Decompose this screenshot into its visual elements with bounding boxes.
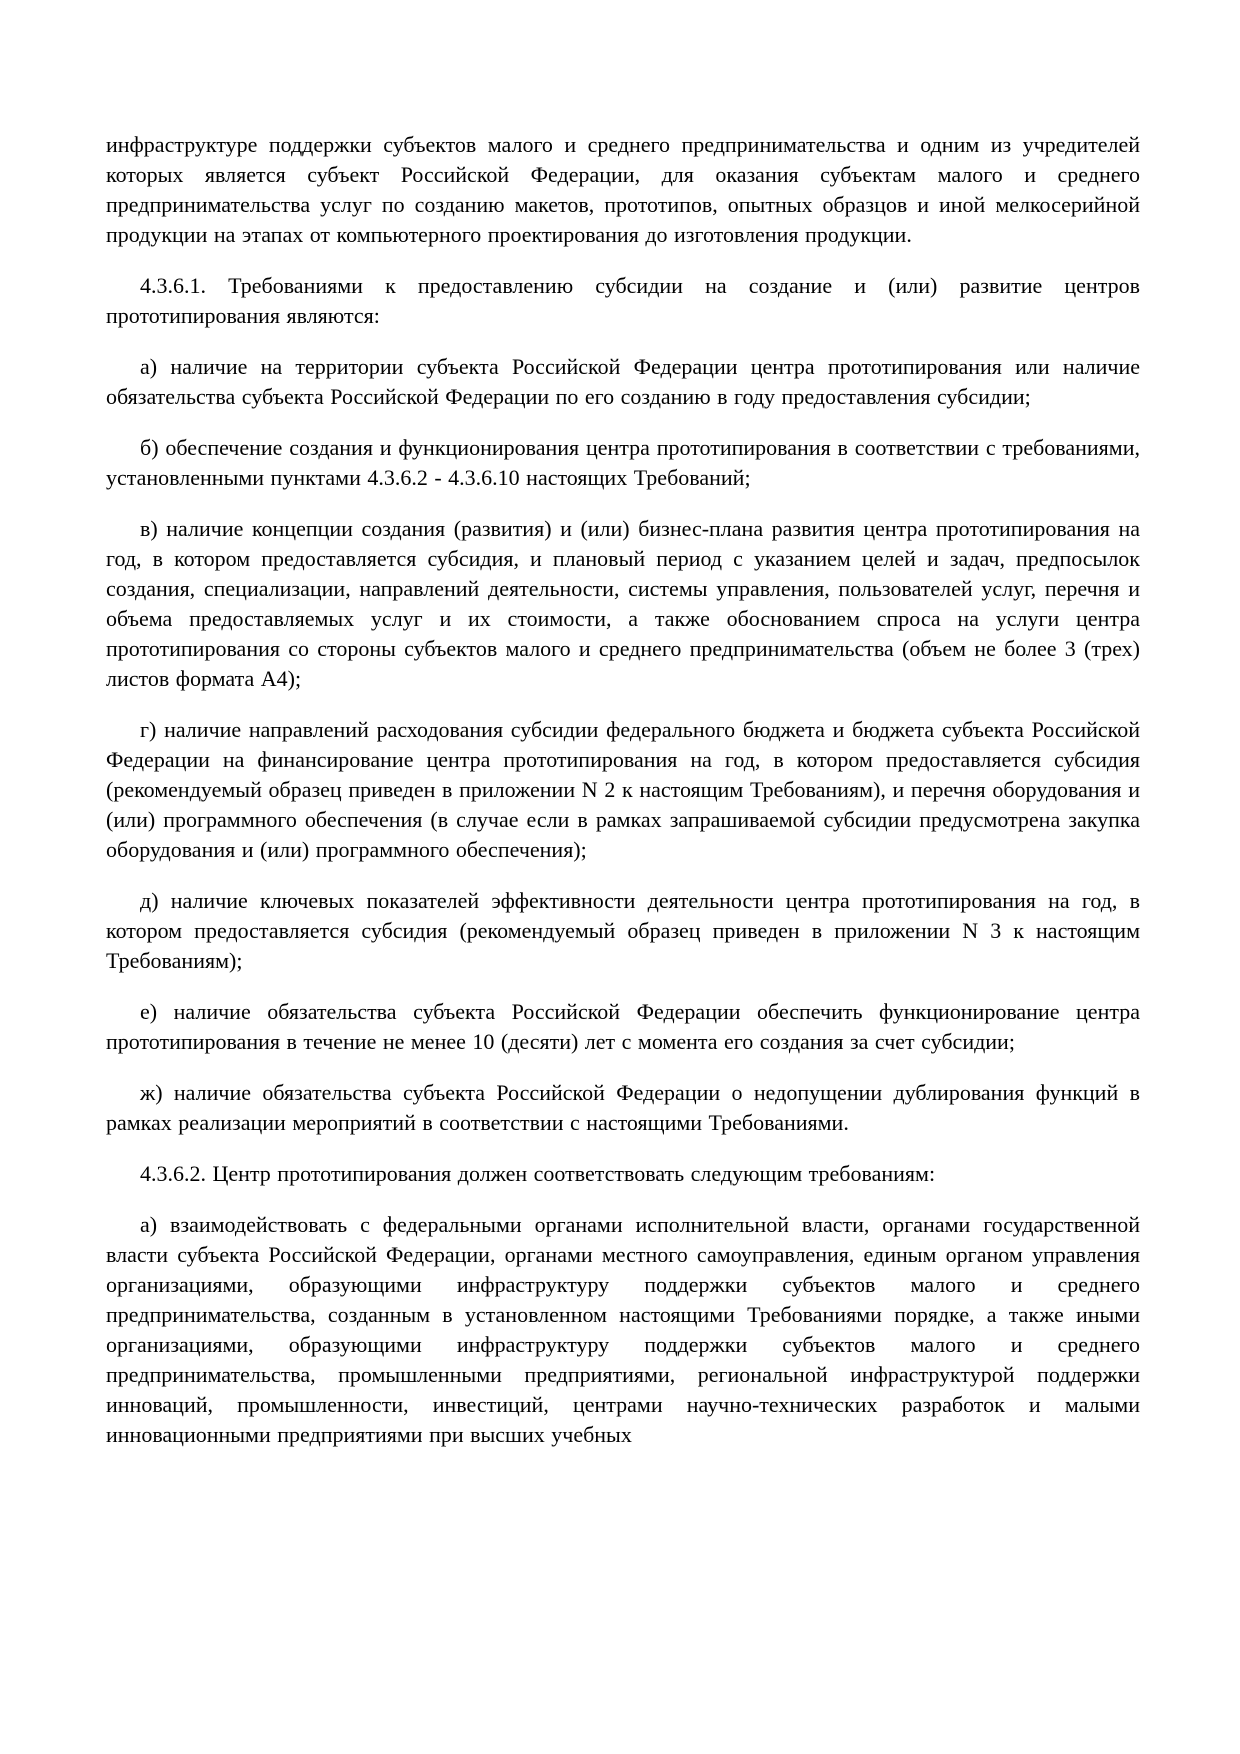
- paragraph-item-a2: а) взаимодействовать с федеральными органами исполнительной власти, органами государственной власти субъекта Российской Федерации, органами местного самоуправления, единым органом управления организациями, образующими инфраструктуру поддержки субъектов малого и среднего предпринимательства, созданным в установленном настоящими Требованиями порядке, а также иными организациями, образующими инфраструктуру поддержки субъектов малого и среднего предпринимательства, промышленными предприятиями, региональной инфраструктурой поддержки инноваций, промышленности, инвестиций, центрами научно-технических разработок и малыми инновационными предприятиями при высших учебных: [106, 1212, 1140, 1447]
- paragraph-item-e: е) наличие обязательства субъекта Российской Федерации обеспечить функционирование центра прототипирования в течение не менее 10 (десяти) лет с момента его создания за счет субсидии;: [106, 999, 1140, 1054]
- paragraph-4-3-6-1: 4.3.6.1. Требованиями к предоставлению субсидии на создание и (или) развитие центров прототипирования являются:: [106, 273, 1140, 328]
- paragraph-item-v: в) наличие концепции создания (развития) и (или) бизнес-плана развития центра прототипирования на год, в котором предоставляется субсидия, и плановый период с указанием целей и задач, предпосылок создания, специализации, направлений деятельности, системы управления, пользователей услуг, перечня и объема предоставляемых услуг и их стоимости, а также обоснованием спроса на услуги центра прототипирования со стороны субъектов малого и среднего предпринимательства (объем не более 3 (трех) листов формата А4);: [106, 516, 1140, 691]
- paragraph-item-b: б) обеспечение создания и функционирования центра прототипирования в соответствии с требованиями, установленными пунктами 4.3.6.2 - 4.3.6.10 настоящих Требований;: [106, 435, 1140, 490]
- paragraph-item-d: д) наличие ключевых показателей эффективности деятельности центра прототипирования на год, в котором предоставляется субсидия (рекомендуемый образец приведен в приложении N 3 к настоящим Требованиям);: [106, 888, 1140, 973]
- paragraph-continuation: инфраструктуре поддержки субъектов малого и среднего предпринимательства и одним из учредителей которых является субъект Российской Федерации, для оказания субъектам малого и среднего предпринимательства услуг по созданию макетов, прототипов, опытных образцов и иной мелкосерийной продукции на этапах от компьютерного проектирования до изготовления продукции.: [106, 132, 1140, 247]
- document-text-block: [106, 130, 1140, 1450]
- paragraph-4-3-6-2: 4.3.6.2. Центр прототипирования должен соответствовать следующим требованиям:: [140, 1161, 936, 1186]
- paragraph-item-zh: ж) наличие обязательства субъекта Российской Федерации о недопущении дублирования функций в рамках реализации мероприятий в соответствии с настоящими Требованиями.: [106, 1080, 1140, 1135]
- paragraph-item-g: г) наличие направлений расходования субсидии федерального бюджета и бюджета субъекта Российской Федерации на финансирование центра прототипирования на год, в котором предоставляется субсидия (рекомендуемый образец приведен в приложении N 2 к настоящим Требованиям), и перечня оборудования и (или) программного обеспечения (в случае если в рамках запрашиваемой субсидии предусмотрена закупка оборудования и (или) программного обеспечения);: [106, 717, 1140, 862]
- paragraph-item-a: а) наличие на территории субъекта Российской Федерации центра прототипирования или наличие обязательства субъекта Российской Федерации по его созданию в году предоставления субсидии;: [106, 354, 1140, 409]
